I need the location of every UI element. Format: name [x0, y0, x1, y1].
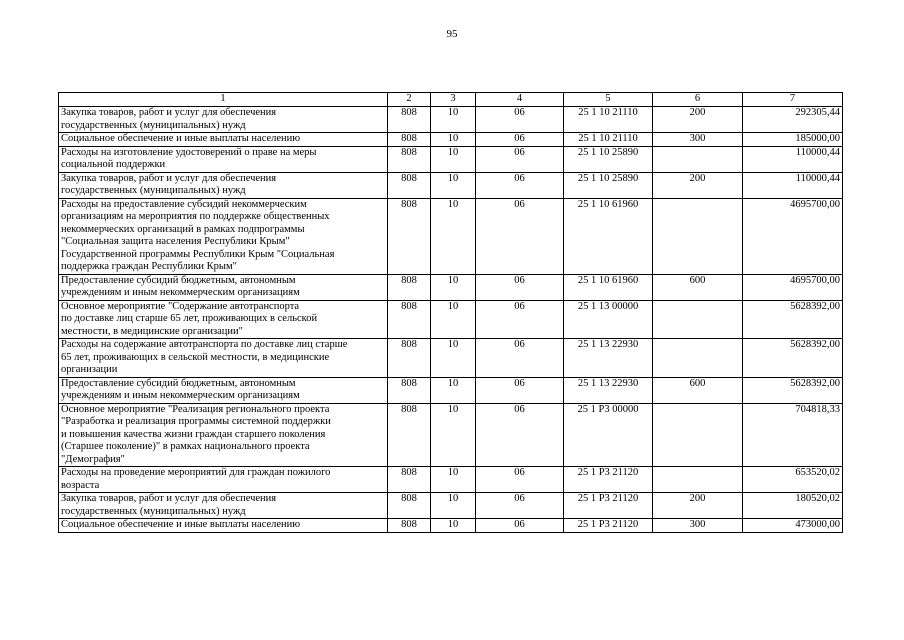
- row-name-cell: [59, 133, 388, 147]
- table-header-row: [59, 93, 843, 107]
- section-cell: 10: [431, 519, 476, 533]
- table-row: [59, 198, 843, 274]
- subsection-cell: 06: [476, 274, 564, 300]
- target-article-cell: 25 1 10 25890: [564, 146, 653, 172]
- table-row: [59, 107, 843, 133]
- subsection-cell: 06: [476, 467, 564, 493]
- subsection-cell: 06: [476, 403, 564, 467]
- expense-type-cell: [653, 146, 743, 172]
- row-name-cell: [59, 519, 388, 533]
- ved-cell: 808: [388, 146, 431, 172]
- column-header: 1: [59, 93, 388, 107]
- row-name-line: по доставке лиц старше 65 лет, проживающих в сельской: [61, 313, 318, 324]
- amount-cell: 4695700,00: [743, 198, 843, 274]
- ved-cell: 808: [388, 403, 431, 467]
- subsection-cell: 06: [476, 519, 564, 533]
- column-header: 2: [388, 93, 431, 107]
- expense-type-cell: [653, 339, 743, 378]
- ved-cell: 808: [388, 107, 431, 133]
- amount-cell: 5628392,00: [743, 300, 843, 339]
- section-cell: 10: [431, 107, 476, 133]
- expense-type-cell: [653, 403, 743, 467]
- row-name-line: "Разработка и реализация программы системной поддержки: [61, 416, 331, 427]
- amount-cell: 110000,44: [743, 172, 843, 198]
- row-name-line: организации: [61, 364, 118, 375]
- column-header: 3: [431, 93, 476, 107]
- ved-cell: 808: [388, 198, 431, 274]
- ved-cell: 808: [388, 133, 431, 147]
- target-article-cell: 25 1 10 21110: [564, 133, 653, 147]
- row-name-line: местности, в медицинские организации": [61, 325, 243, 337]
- row-name-line: Расходы на проведение мероприятий для граждан пожилого: [61, 467, 331, 478]
- section-cell: 10: [431, 198, 476, 274]
- row-name-line: государственных (муниципальных) нужд: [61, 505, 246, 517]
- subsection-cell: 06: [476, 172, 564, 198]
- row-name-line: Основное мероприятие "Содержание автотранспорта: [61, 300, 300, 312]
- row-name-line: учреждениям и иным некоммерческим организациям: [61, 287, 300, 298]
- amount-cell: 5628392,00: [743, 339, 843, 378]
- column-header: 4: [476, 93, 564, 107]
- amount-cell: 473000,00: [743, 519, 843, 533]
- column-header: 7: [743, 93, 843, 107]
- row-name-line: Расходы на предоставление субсидий некоммерческим: [61, 198, 307, 210]
- section-cell: 10: [431, 133, 476, 147]
- target-article-cell: 25 1 13 22930: [564, 339, 653, 378]
- subsection-cell: 06: [476, 339, 564, 378]
- expense-type-cell: 200: [653, 493, 743, 519]
- section-cell: 10: [431, 403, 476, 467]
- section-cell: 10: [431, 172, 476, 198]
- subsection-cell: 06: [476, 198, 564, 274]
- row-name-line: социальной поддержки: [61, 159, 166, 170]
- table-row: [59, 172, 843, 198]
- target-article-cell: 25 1 P3 00000: [564, 403, 653, 467]
- section-cell: 10: [431, 274, 476, 300]
- row-name-line: Закупка товаров, работ и услуг для обеспечения: [61, 493, 277, 504]
- row-name-cell: [59, 339, 388, 378]
- ved-cell: 808: [388, 519, 431, 533]
- row-name-line: организациям на мероприятия по поддержке общественных: [61, 211, 330, 222]
- row-name-line: "Социальная защита населения Республики Крым": [61, 236, 290, 247]
- target-article-cell: 25 1 P3 21120: [564, 493, 653, 519]
- row-name-cell: [59, 377, 388, 403]
- ved-cell: 808: [388, 493, 431, 519]
- subsection-cell: 06: [476, 146, 564, 172]
- target-article-cell: 25 1 13 22930: [564, 377, 653, 403]
- subsection-cell: 06: [476, 107, 564, 133]
- budget-table: [58, 92, 843, 533]
- table-row: [59, 300, 843, 339]
- target-article-cell: 25 1 10 61960: [564, 198, 653, 274]
- target-article-cell: 25 1 13 00000: [564, 300, 653, 339]
- ved-cell: 808: [388, 172, 431, 198]
- row-name-line: Социальное обеспечение и иные выплаты населению: [61, 133, 301, 144]
- row-name-cell: [59, 107, 388, 133]
- row-name-line: государственных (муниципальных) нужд: [61, 119, 246, 131]
- row-name-line: (Старшее поколение)" в рамках национального проекта: [61, 441, 310, 452]
- amount-cell: 4695700,00: [743, 274, 843, 300]
- ved-cell: 808: [388, 300, 431, 339]
- row-name-cell: [59, 198, 388, 274]
- row-name-line: Основное мероприятие "Реализация регионального проекта: [61, 403, 330, 415]
- row-name-line: и повышения качества жизни граждан старшего поколения: [61, 428, 326, 440]
- target-article-cell: 25 1 P3 21120: [564, 467, 653, 493]
- row-name-line: Государственной программы Республики Крым "Социальная: [61, 248, 335, 260]
- expense-type-cell: 600: [653, 377, 743, 403]
- ved-cell: 808: [388, 339, 431, 378]
- table-row: [59, 146, 843, 172]
- target-article-cell: 25 1 P3 21120: [564, 519, 653, 533]
- row-name-line: Расходы на содержание автотранспорта по доставке лиц старше: [61, 339, 348, 350]
- column-header: 5: [564, 93, 653, 107]
- subsection-cell: 06: [476, 377, 564, 403]
- row-name-line: 65 лет, проживающих в сельской местности, в медицинские: [61, 351, 330, 363]
- table-row: [59, 467, 843, 493]
- row-name-line: некоммерческих организаций в рамках подпрограммы: [61, 223, 305, 235]
- row-name-cell: [59, 493, 388, 519]
- row-name-line: Предоставление субсидий бюджетным, автономным: [61, 274, 296, 286]
- row-name-cell: [59, 403, 388, 467]
- expense-type-cell: 300: [653, 519, 743, 533]
- row-name-line: "Демография": [61, 453, 125, 465]
- table-row: [59, 274, 843, 300]
- expense-type-cell: [653, 467, 743, 493]
- amount-cell: 185000,00: [743, 133, 843, 147]
- section-cell: 10: [431, 467, 476, 493]
- table-row: [59, 133, 843, 147]
- row-name-line: учреждениям и иным некоммерческим организациям: [61, 390, 300, 401]
- section-cell: 10: [431, 339, 476, 378]
- row-name-line: Предоставление субсидий бюджетным, автономным: [61, 377, 296, 389]
- expense-type-cell: 200: [653, 172, 743, 198]
- table-body: [59, 107, 843, 533]
- row-name-line: Закупка товаров, работ и услуг для обеспечения: [61, 172, 277, 184]
- row-name-cell: [59, 300, 388, 339]
- table-row: [59, 339, 843, 378]
- amount-cell: 653520,02: [743, 467, 843, 493]
- section-cell: 10: [431, 377, 476, 403]
- target-article-cell: 25 1 10 21110: [564, 107, 653, 133]
- ved-cell: 808: [388, 467, 431, 493]
- target-article-cell: 25 1 10 61960: [564, 274, 653, 300]
- row-name-line: Социальное обеспечение и иные выплаты населению: [61, 519, 301, 530]
- amount-cell: 292305,44: [743, 107, 843, 133]
- section-cell: 10: [431, 146, 476, 172]
- subsection-cell: 06: [476, 300, 564, 339]
- table-row: [59, 403, 843, 467]
- expense-type-cell: 600: [653, 274, 743, 300]
- subsection-cell: 06: [476, 133, 564, 147]
- ved-cell: 808: [388, 274, 431, 300]
- row-name-line: поддержка граждан Республики Крым": [61, 261, 237, 272]
- column-header: 6: [653, 93, 743, 107]
- row-name-line: государственных (муниципальных) нужд: [61, 185, 246, 196]
- amount-cell: 110000,44: [743, 146, 843, 172]
- amount-cell: 704818,33: [743, 403, 843, 467]
- target-article-cell: 25 1 10 25890: [564, 172, 653, 198]
- section-cell: 10: [431, 300, 476, 339]
- ved-cell: 808: [388, 377, 431, 403]
- expense-type-cell: 300: [653, 133, 743, 147]
- row-name-cell: [59, 274, 388, 300]
- table-row: [59, 493, 843, 519]
- expense-type-cell: [653, 300, 743, 339]
- table-row: [59, 519, 843, 533]
- table-row: [59, 377, 843, 403]
- expense-type-cell: 200: [653, 107, 743, 133]
- row-name-cell: [59, 467, 388, 493]
- page-number: 95: [446, 28, 458, 40]
- section-cell: 10: [431, 493, 476, 519]
- row-name-line: Расходы на изготовление удостоверений о праве на меры: [61, 146, 317, 158]
- subsection-cell: 06: [476, 493, 564, 519]
- expense-type-cell: [653, 198, 743, 274]
- amount-cell: 180520,02: [743, 493, 843, 519]
- row-name-cell: [59, 172, 388, 198]
- row-name-line: Закупка товаров, работ и услуг для обеспечения: [61, 107, 277, 118]
- row-name-cell: [59, 146, 388, 172]
- row-name-line: возраста: [61, 479, 100, 491]
- amount-cell: 5628392,00: [743, 377, 843, 403]
